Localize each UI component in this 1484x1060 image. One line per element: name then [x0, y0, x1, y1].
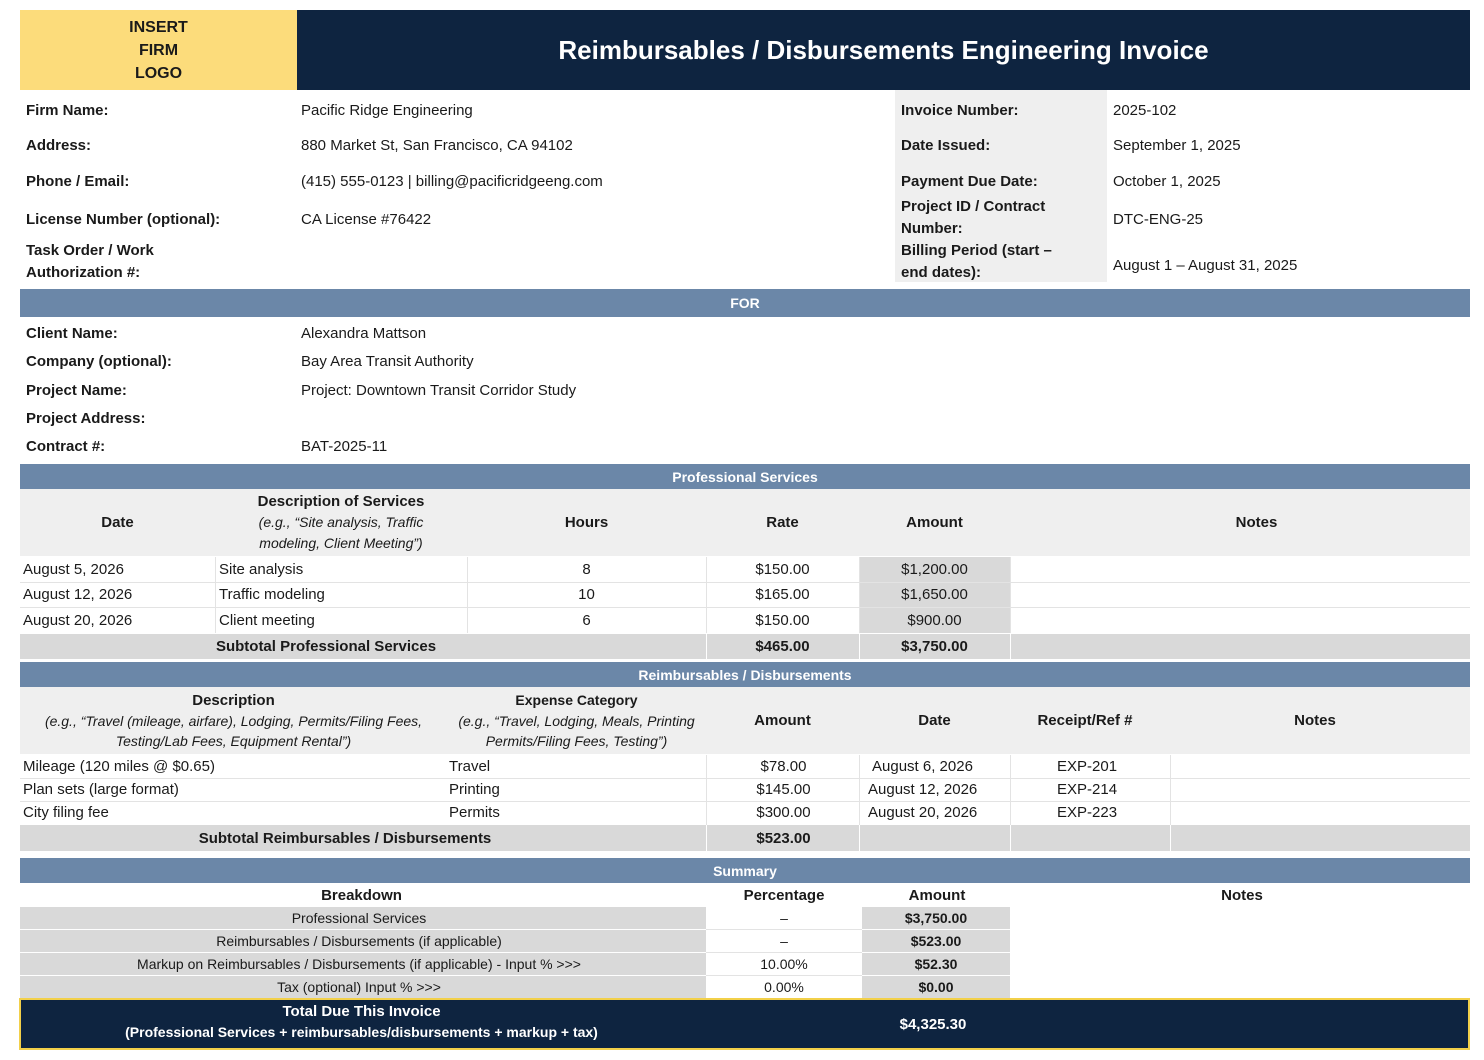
project-name: Project: Downtown Transit Corridor Study — [301, 381, 577, 399]
rb-row-description: City filing fee — [23, 804, 109, 821]
rb-col-category-hint: (e.g., “Travel, Lodging, Meals, Printing Permits/Filing Fees, Testing”) — [458, 713, 695, 749]
reimbursables-band: Reimbursables / Disbursements — [20, 662, 1470, 687]
rb-col-receipt: Receipt/Ref # — [1037, 712, 1133, 729]
phone-email-label: Phone / Email: — [26, 172, 130, 190]
project-name-label: Project Name: — [26, 381, 127, 399]
rb-row-receipt: EXP-223 — [1057, 804, 1118, 821]
firm-name: Pacific Ridge Engineering — [301, 101, 473, 119]
company-name: Bay Area Transit Authority — [301, 352, 474, 370]
phone-email: (415) 555-0123 | billing@pacificridgeeng.com — [301, 172, 603, 190]
sum-row-label: Professional Services — [291, 910, 427, 926]
ps-row-amount: $1,650.00 — [901, 586, 968, 603]
rb-row-category: Permits — [449, 804, 500, 821]
ps-row-hours: 6 — [582, 612, 591, 629]
invoice-number: 2025-102 — [1113, 101, 1177, 119]
rb-col-divider — [1170, 755, 1171, 825]
sum-row-label: Tax (optional) Input % >>> — [277, 979, 441, 995]
ps-row-rate: $165.00 — [755, 586, 810, 603]
sum-col-breakdown: Breakdown — [321, 886, 402, 904]
rb-subtotal-amount: $523.00 — [756, 829, 811, 847]
ps-col-hours: Hours — [564, 514, 609, 531]
task-order-label: Task Order / Work Authorization #: — [26, 242, 154, 281]
ps-col-description-hint: (e.g., “Site analysis, Traffic modeling, Client Meeting”) — [258, 514, 424, 551]
rb-subtotal-label: Subtotal Reimbursables / Disbursements — [198, 829, 492, 847]
total-due-label: Total Due This Invoice — [282, 1003, 441, 1020]
ps-col-notes: Notes — [1235, 514, 1278, 531]
rb-col-description-hint: (e.g., “Travel (mileage, airfare), Lodging, Permits/Filing Fees, Testing/Lab Fees, Equipment Rental”) — [44, 713, 423, 749]
client-name-label: Client Name: — [26, 324, 118, 342]
sum-row-amount: $3,750.00 — [904, 910, 968, 926]
project-id-label: Project ID / Contract Number: — [901, 198, 1046, 237]
ps-col-date: Date — [101, 514, 134, 531]
ps-row-description: Traffic modeling — [219, 586, 325, 603]
ps-col-divider — [1010, 634, 1011, 659]
payment-due-date: October 1, 2025 — [1113, 172, 1221, 190]
firm-name-label: Firm Name: — [26, 101, 109, 119]
rb-row-description: Mileage (120 miles @ $0.65) — [23, 758, 215, 775]
ps-row-description: Client meeting — [219, 612, 315, 629]
rb-col-divider — [1010, 825, 1011, 851]
rb-row-receipt: EXP-201 — [1057, 758, 1118, 775]
rb-row-description: Plan sets (large format) — [23, 781, 179, 798]
ps-row-hours: 8 — [582, 561, 591, 578]
contract-label: Contract #: — [26, 437, 106, 455]
ps-subtotal-label: Subtotal Professional Services — [215, 638, 437, 655]
rb-col-notes: Notes — [1294, 712, 1336, 729]
ps-row-date: August 5, 2026 — [23, 561, 124, 578]
sum-row-amount: $52.30 — [914, 956, 958, 972]
company-label: Company (optional): — [26, 352, 172, 370]
rb-col-description-title: Description — [192, 692, 275, 709]
sum-row-amount: $0.00 — [918, 979, 954, 995]
professional-services-band: Professional Services — [20, 464, 1470, 489]
ps-col-divider — [1010, 557, 1011, 633]
sum-col-amount: Amount — [908, 886, 966, 904]
billing-period-label: Billing Period (start – end dates): — [901, 242, 1052, 281]
ps-row-hours: 10 — [578, 586, 595, 603]
ps-row-amount: $900.00 — [907, 612, 962, 629]
total-due-label-block — [20, 1001, 703, 1043]
date-issued-label: Date Issued: — [901, 136, 991, 154]
ps-row-rate: $150.00 — [755, 612, 810, 629]
ps-col-rate: Rate — [766, 514, 799, 531]
sum-row-percentage: – — [780, 910, 788, 926]
contract-number: BAT-2025-11 — [301, 437, 388, 455]
rb-col-category — [447, 690, 706, 751]
for-band: FOR — [20, 289, 1470, 317]
rb-row-date: August 6, 2026 — [872, 758, 973, 775]
rb-col-divider — [1010, 755, 1011, 825]
rb-row-amount: $145.00 — [756, 781, 811, 798]
total-due-sublabel: (Professional Services + reimbursables/disbursements + markup + tax) — [125, 1024, 598, 1040]
rb-row-category: Printing — [449, 781, 500, 798]
summary-band: Summary — [20, 858, 1470, 883]
ps-row-description: Site analysis — [219, 561, 304, 578]
sum-row-amount: $523.00 — [910, 933, 962, 949]
firm-address: 880 Market St, San Francisco, CA 94102 — [301, 136, 573, 154]
ps-row-rate: $150.00 — [755, 561, 810, 578]
client-name: Alexandra Mattson — [301, 324, 427, 342]
payment-due-label: Payment Due Date: — [901, 172, 1038, 190]
rb-row-amount: $78.00 — [760, 758, 807, 775]
invoice-number-label: Invoice Number: — [901, 101, 1019, 119]
logo-placeholder: INSERT FIRM LOGO — [20, 10, 297, 90]
sum-col-notes: Notes — [1221, 886, 1263, 904]
total-due-amount: $4,325.30 — [899, 1015, 967, 1033]
sum-col-percentage: Percentage — [743, 886, 825, 904]
ps-col-amount: Amount — [906, 514, 963, 531]
ps-col-description — [215, 491, 467, 554]
sum-row-percentage: – — [780, 933, 788, 949]
rb-row-amount: $300.00 — [756, 804, 811, 821]
rb-col-amount: Amount — [754, 712, 811, 729]
rb-col-date: Date — [918, 712, 951, 729]
ps-subtotal-rate: $465.00 — [755, 638, 810, 655]
rb-row-receipt: EXP-214 — [1057, 781, 1118, 798]
project-address-label: Project Address: — [26, 409, 146, 427]
billing-period: August 1 – August 31, 2025 — [1113, 256, 1298, 274]
sum-row-label: Reimbursables / Disbursements (if applicable) — [216, 933, 502, 949]
rb-row-date: August 12, 2026 — [868, 781, 978, 798]
invoice-title: Reimbursables / Disbursements Engineering Invoice — [297, 10, 1470, 90]
rb-col-divider — [1170, 825, 1171, 851]
ps-col-divider — [215, 557, 216, 633]
date-issued: September 1, 2025 — [1113, 136, 1241, 154]
project-id: DTC-ENG-25 — [1113, 210, 1204, 228]
sum-row-percentage[interactable]: 10.00% — [760, 956, 808, 972]
rb-col-description — [20, 690, 447, 751]
address-label: Address: — [26, 136, 92, 154]
ps-row-amount: $1,200.00 — [901, 561, 968, 578]
ps-row-date: August 12, 2026 — [23, 586, 133, 603]
rb-row-category: Travel — [449, 758, 491, 775]
rb-row-date: August 20, 2026 — [868, 804, 978, 821]
rb-col-category-title: Expense Category — [515, 692, 638, 708]
license-number: CA License #76422 — [301, 210, 432, 228]
sum-row-percentage[interactable]: 0.00% — [764, 979, 804, 995]
ps-subtotal-amount: $3,750.00 — [901, 638, 968, 655]
license-label: License Number (optional): — [26, 210, 221, 228]
sum-row-label: Markup on Reimbursables / Disbursements (if applicable) - Input % >>> — [137, 956, 581, 972]
ps-col-description-title: Description of Services — [257, 493, 425, 510]
ps-row-date: August 20, 2026 — [23, 612, 133, 629]
